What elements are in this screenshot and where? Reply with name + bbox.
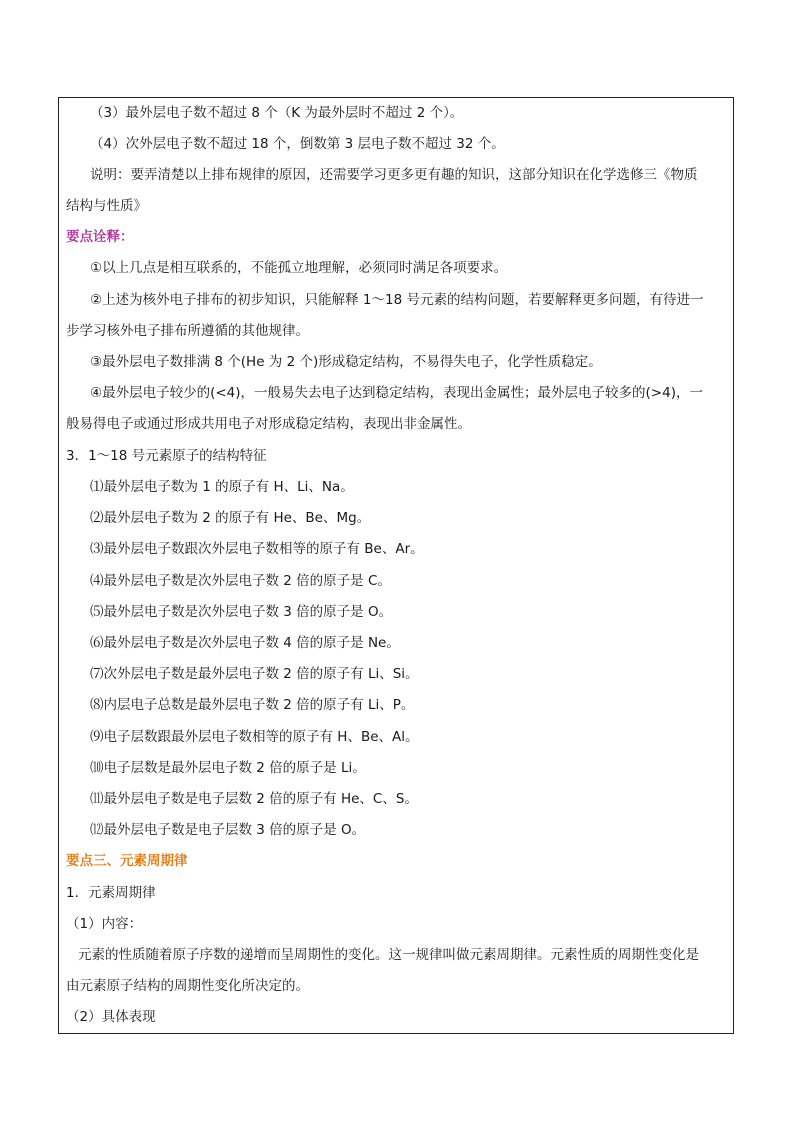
manifestation-label: （2）具体表现 [66, 1009, 156, 1025]
feature-item: ⑷最外层电子数是次外层电子数 2 倍的原子是 C。 [90, 573, 391, 589]
feature-item: ⑶最外层电子数跟次外层电子数相等的原子有 Be、Ar。 [90, 541, 424, 557]
explanation-p4-line-1: ④最外层电子较少的(<4)，一般易失去电子达到稳定结构，表现出金属性；最外层电子较多的(>4)，一 [90, 385, 703, 401]
feature-item: ⑺次外层电子数是最外层电子数 2 倍的原子有 Li、Si。 [90, 666, 419, 682]
explanation-heading: 要点诠释： [66, 229, 134, 245]
feature-item: ⑽电子层数是最外层电子数 2 倍的原子是 Li。 [90, 760, 366, 776]
feature-item: ⑼电子层数跟最外层电子数相等的原子有 H、Be、Al。 [90, 729, 419, 745]
explanation-p3: ③最外层电子数排满 8 个(He 为 2 个)形成稳定结构，不易得失电子，化学性质稳定。 [90, 354, 602, 370]
content-label: （1）内容： [66, 916, 143, 932]
rule-3: （3）最外层电子数不超过 8 个（K 为最外层时不超过 2 个）。 [90, 105, 464, 121]
content-line-1: 元素的性质随着原子序数的递增而呈周期性的变化。这一规律叫做元素周期律。元素性质的周期性变化是 [78, 947, 699, 963]
feature-item: ⑵最外层电子数为 2 的原子有 He、Be、Mg。 [90, 510, 371, 526]
feature-item: ⑿最外层电子数是电子层数 3 倍的原子是 O。 [90, 822, 366, 838]
explanation-p4-line-2: 般易得电子或通过形成共用电子对形成稳定结构，表现出非金属性。 [66, 416, 471, 432]
subsection-heading: 1．元素周期律 [66, 885, 156, 901]
rule-4: （4）次外层电子数不超过 18 个，倒数第 3 层电子数不超过 32 个。 [90, 136, 505, 152]
explanation-p1: ①以上几点是相互联系的，不能孤立地理解，必须同时满足各项要求。 [90, 260, 508, 276]
features-heading: 3．1～18 号元素原子的结构特征 [66, 448, 267, 464]
feature-item: ⑹最外层电子数是次外层电子数 4 倍的原子是 Ne。 [90, 635, 400, 651]
note-line-1: 说明：要弄清楚以上排布规律的原因，还需要学习更多更有趣的知识，这部分知识在化学选修三《物质 [90, 167, 698, 183]
feature-item: ⑸最外层电子数是次外层电子数 3 倍的原子是 O。 [90, 604, 393, 620]
feature-item: ⑻内层电子总数是最外层电子数 2 倍的原子有 Li、P。 [90, 697, 415, 713]
explanation-p2-line-2: 步学习核外电子排布所遵循的其他规律。 [66, 323, 309, 339]
feature-item: ⑴最外层电子数为 1 的原子有 H、Li、Na。 [90, 479, 354, 495]
feature-item: ⑾最外层电子数是电子层数 2 倍的原子有 He、C、S。 [90, 791, 418, 807]
content-line-2: 由元素原子结构的周期性变化所决定的。 [66, 978, 309, 994]
section-heading: 要点三、元素周期律 [66, 853, 188, 869]
explanation-p2-line-1: ②上述为核外电子排布的初步知识，只能解释 1～18 号元素的结构问题，若要解释更多问题，有待进一 [90, 292, 704, 308]
note-line-2: 结构与性质》 [66, 198, 147, 214]
